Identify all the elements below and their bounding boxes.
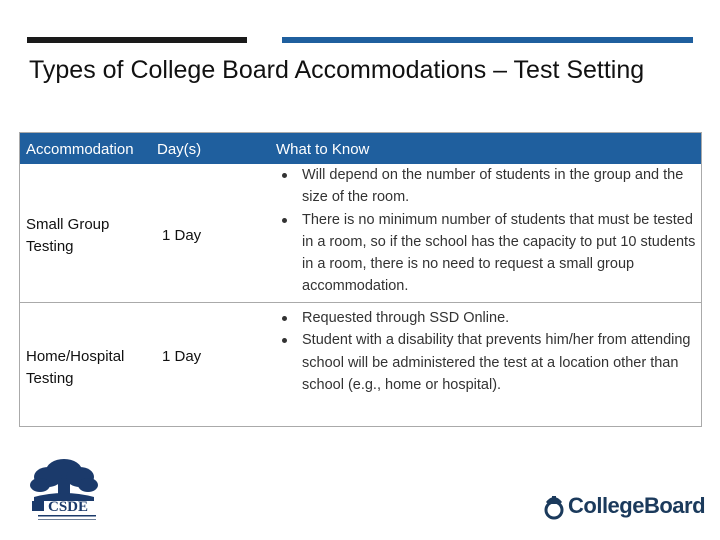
note-text: Will depend on the number of students in the group and the size of the room.: [302, 167, 684, 206]
header-accommodation: Accommodation: [26, 141, 134, 158]
note-text: Requested through SSD Online.: [302, 310, 510, 326]
bullet-icon: [282, 173, 287, 178]
notes-list: [278, 307, 698, 396]
list-item: [278, 164, 698, 209]
bullet-icon: [282, 338, 287, 343]
accommodation-cell: Small Group Testing: [26, 216, 110, 255]
table-row: [20, 303, 701, 426]
title-accent-bar-blue: [282, 37, 693, 43]
accommodations-table: [19, 132, 702, 427]
bullet-icon: [282, 316, 287, 321]
csde-logo: [24, 455, 104, 525]
collegeboard-wordmark: CollegeBoard: [568, 493, 706, 518]
list-item: [278, 329, 698, 396]
list-item: [278, 209, 698, 298]
header-what-to-know: What to Know: [276, 141, 370, 158]
list-item: [278, 307, 698, 329]
csde-logo-text: CSDE: [47, 499, 89, 515]
days-cell: 1 Day: [162, 348, 202, 365]
note-text: Student with a disability that prevents him/her from attending school will be administered the test at a location other than school (e.g., home or hospital).: [302, 332, 691, 393]
table-row: [20, 164, 701, 303]
collegeboard-logo: [542, 490, 706, 524]
table-header: [20, 133, 701, 164]
note-text: There is no minimum number of students that must be tested in a room, so if the school has the capacity to put 10 students in a room, there is no need to request a small group accommodation.: [302, 211, 696, 295]
bullet-icon: [282, 218, 287, 223]
accommodation-cell: Home/Hospital Testing: [26, 348, 125, 387]
title-accent-bar-dark: [27, 37, 247, 43]
acorn-icon: [542, 490, 566, 522]
header-days: Day(s): [157, 141, 202, 158]
slide-title: Types of College Board Accommodations – Test Setting: [29, 56, 645, 84]
notes-list: [278, 164, 698, 298]
days-cell: 1 Day: [162, 227, 202, 244]
